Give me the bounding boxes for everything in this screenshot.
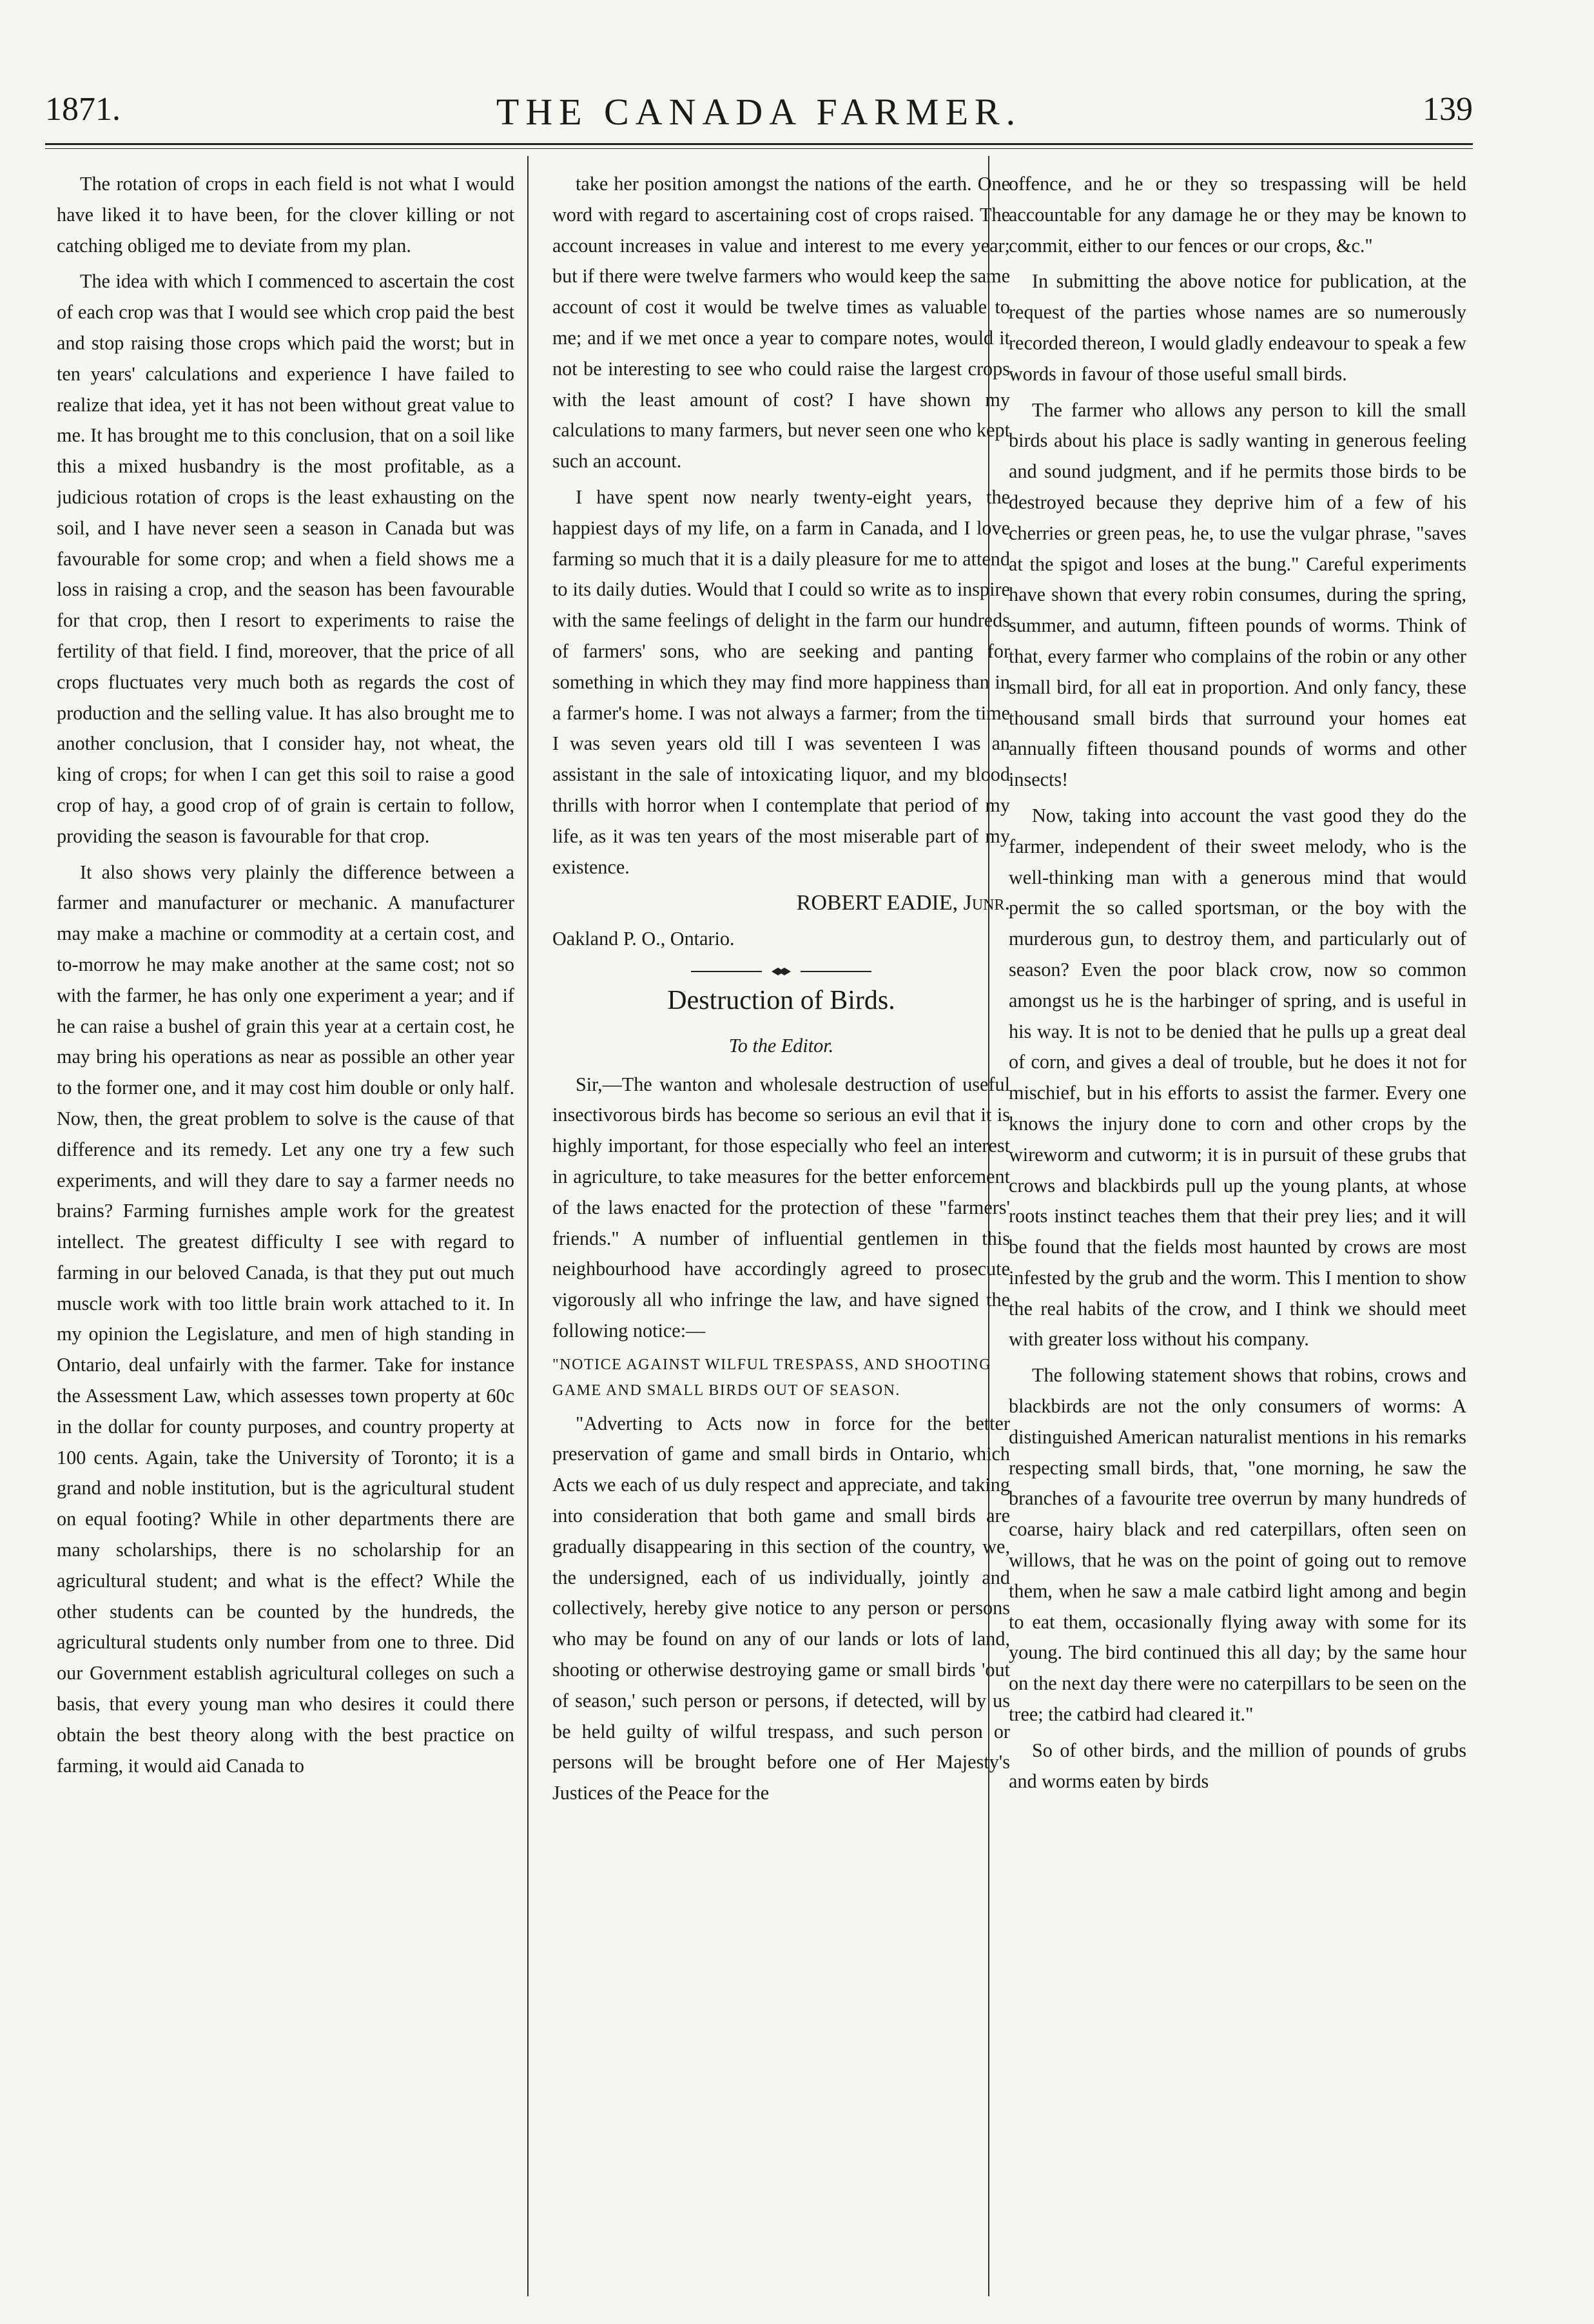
masthead-rule-thick <box>45 143 1473 145</box>
col3-paragraph: The following statement shows that robins, crows and blackbirds are not the only consumers of worms: A distinguished American naturalist mentions in his remarks respecting small birds, that, "one morning, he saw the branches of a favourite tree overrun by many hundreds of coarse, hairy black and red caterpillars, often seen on willows, that he was on the point of going out to remove them, when he saw a male catbird light among and begin to eat them, occasionally flying away with some for its young. The bird continued this all day; by the same hour on the next day there were no caterpillars to be seen on the tree; the catbird had cleared it." <box>1009 1364 1466 1726</box>
col1-paragraph: The idea with which I commenced to ascertain the cost of each crop was that I would see which crop paid the best and stop raising those crops which paid the worst; but in ten years' calculations and experience I have failed to realize that idea, yet it has not been without great value to me. It has brought me to this conclusion, that on a soil like this a mixed husbandry is the most profitable, as a judicious rotation of crops is the least exhausting on the soil, and I have never seen a season in Canada but was favourable for some crop; and when a field shows me a loss in raising a crop, and the season has been favourable for that crop, then I resort to experiments to raise the fertility of that field. I find, moreover, that the price of all crops fluctuates very much both as regards the cost of production and the selling value. It has also brought me to another conclusion, that I consider hay, not wheat, the king of crops; for when I can get this soil to raise a good crop of hay, a good crop of of grain is certain to follow, providing the season is favourable for that crop. <box>57 270 514 847</box>
masthead-year: 1871. <box>45 91 121 128</box>
ornamental-divider <box>685 966 878 977</box>
notice-heading: "NOTICE AGAINST WILFUL TRESPASS, AND SHOOTING GAME AND SMALL BIRDS OUT OF SEASON. <box>552 1356 991 1399</box>
col2-paragraph: "Adverting to Acts now in force for the better preservation of game and small birds in Ontario, which Acts we each of us duly respect and appreciate, and taking into consideration that both game and small birds are gradually disappearing in this section of the country, we, the undersigned, each of us individually, jointly and collectively, hereby give notice to any person or persons who may be found on any of our lands or lots of land, shooting or otherwise destroying game or small birds 'out of season,' such person or persons, if detected, will by us be held guilty of wilful trespass, and such person or persons will be brought before one of Her Majesty's Justices of the Peace for the <box>552 1412 1010 1804</box>
column-2 <box>552 169 1010 2283</box>
masthead-title: THE CANADA FARMER. <box>496 91 1022 133</box>
author-signature: ROBERT EADIE, Junr. <box>796 891 1010 915</box>
col3-paragraph: So of other birds, and the million of pounds of grubs and worms eaten by birds <box>1009 1739 1466 1792</box>
masthead <box>45 90 1473 135</box>
article-title: Destruction of Birds. <box>667 985 895 1015</box>
col3-paragraph: offence, and he or they so trespassing will be held accountable for any damage he or they may be known to commit, either to our fences or our crops, &c." <box>1009 173 1466 257</box>
column-3 <box>1009 169 1466 2283</box>
col3-paragraph: The farmer who allows any person to kill the small birds about his place is sadly wanting in generous feeling and sound judgment, and if he permits those birds to be destroyed because they deprive him of a few of his cherries or green peas, he, to use the vulgar phrase, "saves at the spigot and loses at the bung." Careful experiments have shown that every robin consumes, during the spring, summer, and autumn, fifteen pounds of worms. Think of that, every farmer who complains of the robin or any other small bird, for all eat in proportion. And only fancy, these thousand small birds that surround your homes eat annually fifteen thousand pounds of worms and other insects! <box>1009 398 1466 791</box>
col2-paragraph: take her position amongst the nations of the earth. One word with regard to ascertaining cost of crops raised. The account increases in value and interest to me every year; but if there were twelve farmers who would keep the same account of cost it would be twelve times as valuable to me; and if we met once a year to compare notes, would it not be interesting to see who could raise the largest crops with the least amount of cost? I have shown my calculations to many farmers, but never seen one who kept such an account. <box>552 173 1010 473</box>
column-1 <box>57 169 514 2283</box>
page-number: 139 <box>1423 91 1473 128</box>
author-location: Oakland P. O., Ontario. <box>552 928 735 950</box>
column-rule-left <box>527 156 529 2296</box>
col3-paragraph: Now, taking into account the vast good they do the farmer, independent of their sweet melody, who is the well-thinking man with a generous mind that would permit the so called sportsman, or the boy with the murderous gun, to destroy them, and particularly out of season? Even the poor black crow, now so common amongst us he is the harbinger of spring, and is useful in his way. It is not to be denied that he pulls up a great deal of corn, and gives a deal of trouble, but he does it not for mischief, but in his efforts to assist the farmer. Every one knows the injury done to corn and other crops by the wireworm and cutworm; it is in pursuit of these grubs that crows and blackbirds pull up the young plants, at whose roots instinct teaches them that their prey lies; and it will be found that the fields most haunted by crows are most infested by the grub and the worm. This I mention to show the real habits of the crow, and I think we should meet with greater loss without his company. <box>1009 804 1466 1351</box>
col2-paragraph: I have spent now nearly twenty-eight years, the happiest days of my life, on a farm in Canada, and I love farming so much that it is a daily pleasure for me to attend to its daily duties. Would that I could so write as to inspire with the same feelings of delight in the farm our hundreds of farmers' sons, who are seeking and panting for something in which they may find more happiness than in a farmer's home. I was not always a farmer; from the time I was seven years old till I was seventeen I was an assistant in the sale of intoxicating liquor, and my blood thrills with horror when I contemplate that period of my life, as it was ten years of the most miserable part of my existence. <box>552 485 1010 878</box>
col1-paragraph: It also shows very plainly the difference between a farmer and manufacturer or mechanic. A manufacturer may make a machine or commodity at a certain cost, and to-morrow he may make another at the same cost; not so with the farmer, he has only one experiment a year; and if he can raise a bushel of grain this year at a certain cost, he may bring his operations as near as possible an other year to the former one, and it may cost him double or only half. Now, then, the great problem to solve is the cause of that difference and its remedy. Let any one try a few such experiments, and will they dare to say a farmer needs no brains? Farming furnishes ample work for the greatest intellect. The greatest difficulty I see with regard to farming in our beloved Canada, is that they put out much muscle work with too little brain work attached to it. In my opinion the Legislature, and men of high standing in Ontario, deal unfairly with the farmer. Take for instance the Assessment Law, which assesses town property at 60c in the dollar for county purposes, and country property at 100 cents. Again, take the University of Toronto; it is a grand and noble institution, but is the agricultural student on equal footing? While in other departments there are many scholarships, there is no scholarship for an agricultural student; and what is the effect? While the other students can be counted by the hundreds, the agricultural students only number from one to three. Did our Government establish agricultural colleges on such a basis, that every young man who desires it could there obtain the best theory along with the best practice on farming, it would aid Canada to <box>57 861 514 1777</box>
col1-paragraph: The rotation of crops in each field is not what I would have liked it to have been, for the clover killing or not catching obliged me to deviate from my plan. <box>57 173 514 257</box>
col2-paragraph: Sir,—The wanton and wholesale destruction of useful insectivorous birds has become so serious an evil that it is highly important, for those especially who feel an interest in agriculture, to take measures for the better enforcement of the laws enacted for the protection of these "farmers' friends." A number of influential gentlemen in this neighbourhood have accordingly agreed to prosecute vigorously all who infringe the law, and have signed the following notice:— <box>552 1073 1010 1342</box>
col3-paragraph: In submitting the above notice for publication, at the request of the parties whose names are so numerously recorded thereon, I would gladly endeavour to speak a few words in favour of those useful small birds. <box>1009 270 1466 385</box>
masthead-rule-thin <box>45 148 1473 149</box>
article-addressee: To the Editor. <box>728 1034 834 1057</box>
